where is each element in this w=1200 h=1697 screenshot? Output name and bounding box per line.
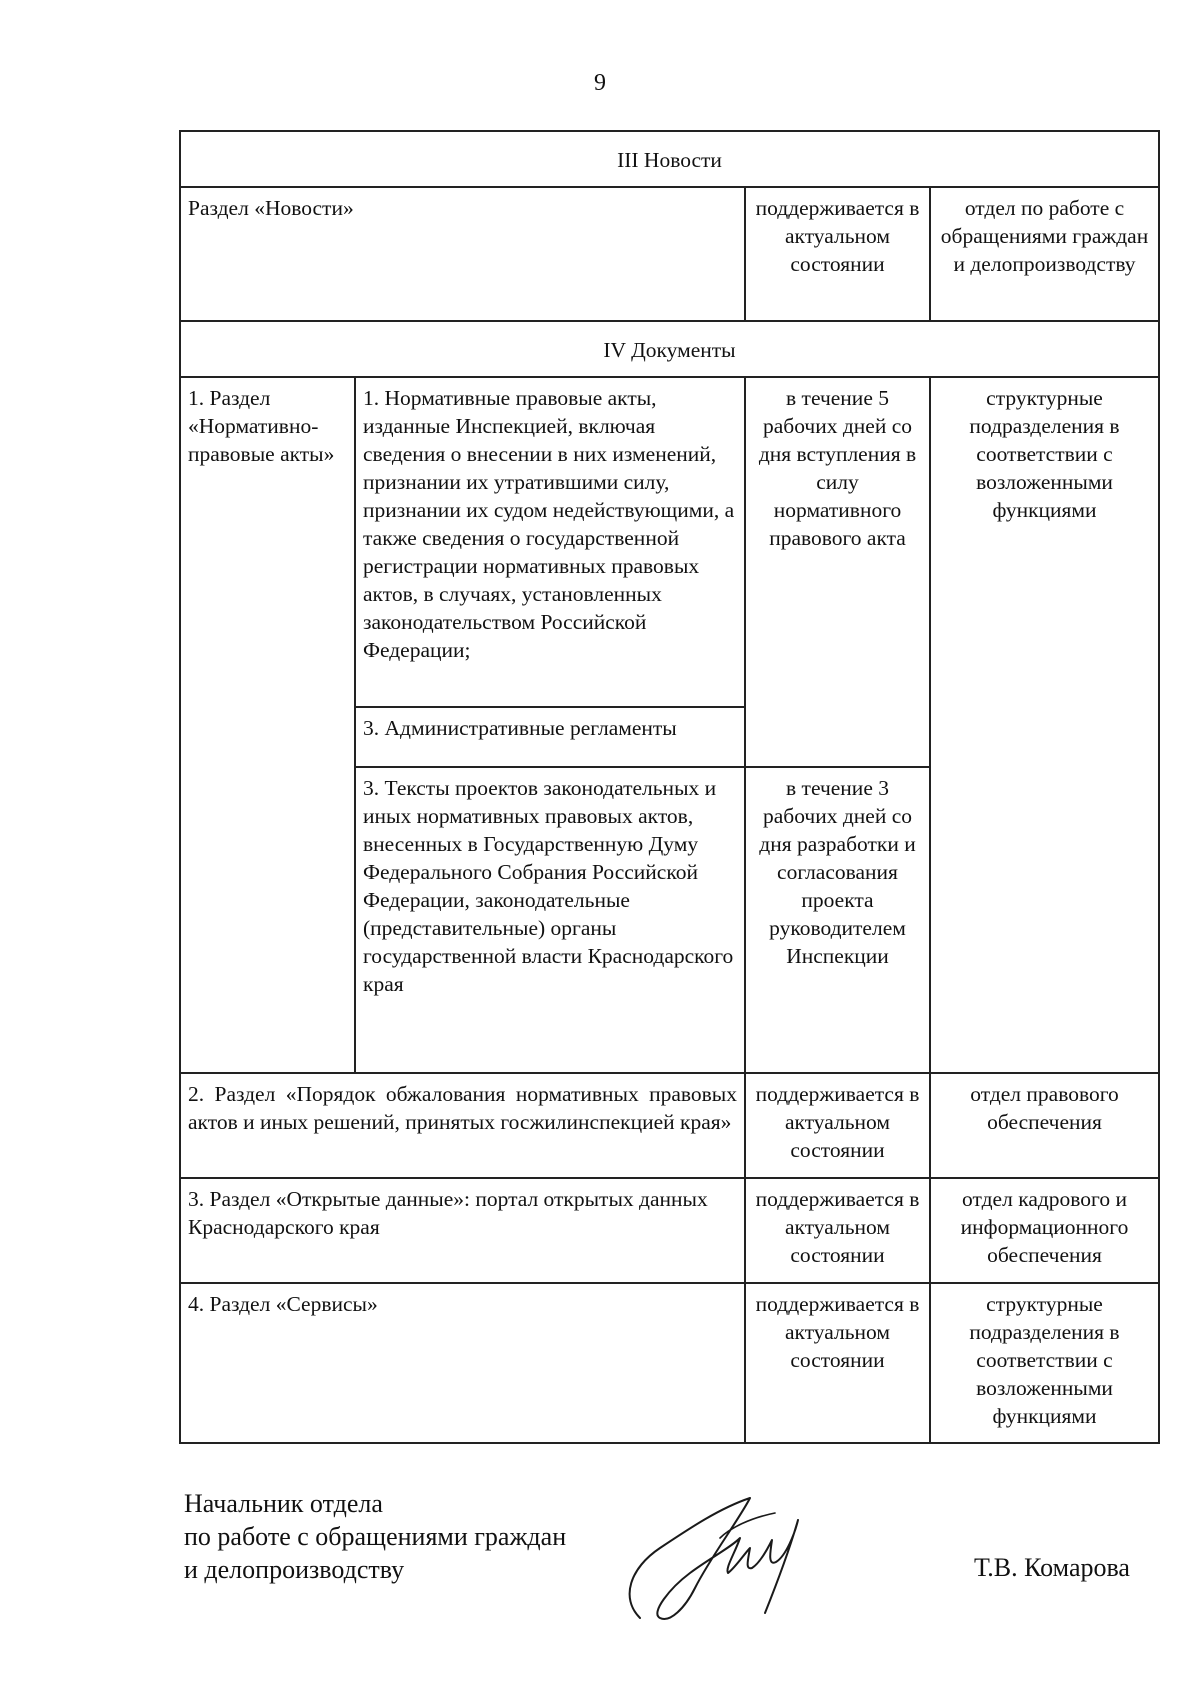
row-item: 3. Тексты проектов законодательных и иных нормативных правовых актов, внесенных в Государственную Думу Федерального Собрания Российской Федерации, законодательные (представительные) органы государственной власти Краснодарского края: [355, 767, 745, 1073]
row-responsible: отдел по работе с обращениями граждан и делопроизводству: [930, 187, 1159, 321]
row-responsible: структурные подразделения в соответствии с возложенными функциями: [930, 377, 1159, 1073]
position-line: и делопроизводству: [184, 1555, 405, 1584]
table-row: [180, 1073, 1159, 1178]
row-timing: в течение 5 рабочих дней со дня вступления в силу нормативного правового акта: [745, 377, 930, 767]
table-row: [180, 187, 1159, 321]
row-timing: поддерживается в актуальном состоянии: [745, 1283, 930, 1443]
row-item: 1. Нормативные правовые акты, изданные Инспекцией, включая сведения о внесении в них изменений, признании их утратившими силу, признании их судом недействующими, а также сведения о государственной регистрации нормативных правовых актов, в случаях, установленных законодательством Российской Федерации;: [355, 377, 745, 707]
row-section-name: 2. Раздел «Порядок обжалования нормативных правовых актов и иных решений, принятых госжилинспекцией края»: [180, 1073, 745, 1178]
row-timing: в течение 3 рабочих дней со дня разработки и согласования проекта руководителем Инспекции: [745, 767, 930, 1073]
table-row: [180, 1178, 1159, 1283]
row-section-name: 4. Раздел «Сервисы»: [180, 1283, 745, 1443]
row-section-name: 1. Раздел «Нормативно-правовые акты»: [180, 377, 355, 1073]
section-header-row: [180, 131, 1159, 187]
row-timing: поддерживается в актуальном состоянии: [745, 187, 930, 321]
row-timing: поддерживается в актуальном состоянии: [745, 1073, 930, 1178]
section-header-documents: IV Документы: [180, 321, 1159, 377]
signatory-position: [184, 1487, 566, 1586]
row-responsible: структурные подразделения в соответствии с возложенными функциями: [930, 1283, 1159, 1443]
signatory-name: Т.В. Комарова: [974, 1553, 1130, 1582]
table-row: [180, 1283, 1159, 1443]
position-line: по работе с обращениями граждан: [184, 1522, 567, 1551]
row-responsible: отдел правового обеспечения: [930, 1073, 1159, 1178]
row-item: 3. Административные регламенты: [355, 707, 745, 767]
handwritten-signature: [600, 1478, 860, 1628]
section-header-row: [180, 321, 1159, 377]
row-responsible: отдел кадрового и информационного обеспечения: [930, 1178, 1159, 1283]
row-section-name: Раздел «Новости»: [180, 187, 745, 321]
row-section-name: 3. Раздел «Открытые данные»: портал открытых данных Краснодарского края: [180, 1178, 745, 1283]
document-table: [179, 130, 1160, 1444]
position-line: Начальник отдела: [184, 1489, 383, 1518]
page-number: 9: [594, 70, 606, 96]
row-timing: поддерживается в актуальном состоянии: [745, 1178, 930, 1283]
table-row: [180, 377, 1159, 707]
section-header-news: III Новости: [180, 131, 1159, 187]
